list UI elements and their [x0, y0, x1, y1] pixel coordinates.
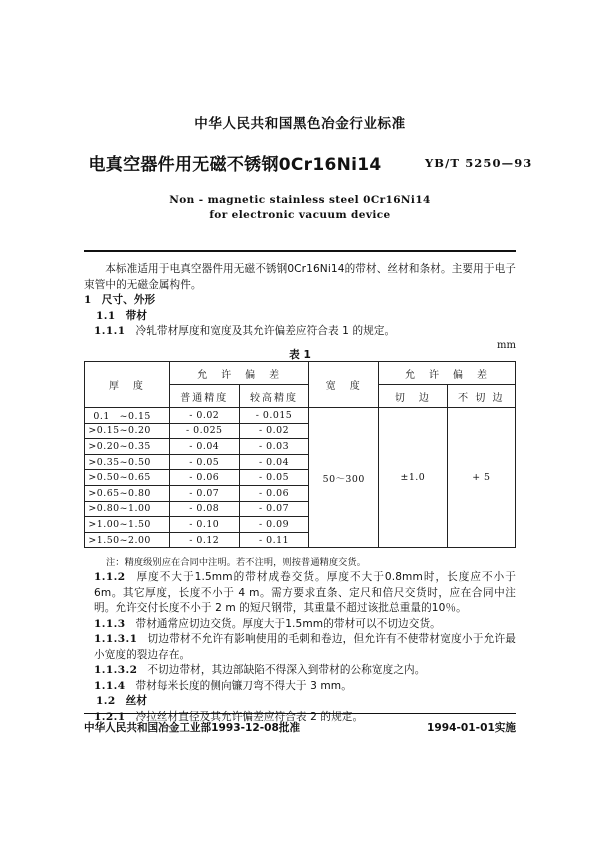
tolerance-table [84, 361, 516, 548]
cell-high-precision: - 0.05 [239, 470, 309, 486]
cell-normal-precision: - 0.08 [169, 501, 239, 517]
cell-high-precision: - 0.06 [239, 485, 309, 501]
table-unit-label: mm [497, 340, 516, 351]
cell-thickness: >0.65~0.80 [85, 485, 170, 501]
cell-normal-precision: - 0.05 [169, 454, 239, 470]
section-1-1-number: 1.1 [96, 309, 116, 322]
cell-thickness: >0.15~0.20 [85, 423, 170, 439]
approval-statement: 中华人民共和国冶金工业部1993-12-08批准 [84, 722, 301, 734]
clause-1-1-3 [84, 617, 516, 633]
table-body [85, 408, 516, 548]
body-top [84, 262, 516, 340]
clause-1-1-4-number: 1.1.4 [94, 679, 126, 692]
cell-thickness: >1.00~1.50 [85, 517, 170, 533]
cell-trimmed-edge: ±1.0 [379, 408, 448, 548]
header-divider-rule [84, 250, 516, 252]
clause-1-1-3-1-number: 1.1.3.1 [94, 633, 138, 645]
cell-normal-precision: - 0.12 [169, 532, 239, 548]
cell-high-precision: - 0.11 [239, 532, 309, 548]
cell-normal-precision: - 0.04 [169, 439, 239, 455]
cell-high-precision: - 0.09 [239, 517, 309, 533]
page-title: 电真空器件用无磁不锈钢0Cr16Ni14 [88, 155, 382, 175]
col-width: 宽 度 [309, 362, 379, 408]
col-normal-precision: 普通精度 [169, 385, 239, 408]
cell-thickness: 0.1 ~0.15 [85, 408, 170, 424]
clause-1-2-1-text: 冷拉丝材直径及其允许偏差应符合表 2 的规定。 [135, 710, 364, 723]
english-title-line1: Non - magnetic stainless steel 0Cr16Ni14 [169, 194, 431, 206]
cell-normal-precision: - 0.06 [169, 470, 239, 486]
cell-thickness: >0.50~0.65 [85, 470, 170, 486]
cell-normal-precision: - 0.10 [169, 517, 239, 533]
table-header-row-1 [85, 362, 516, 385]
cell-thickness: >1.50~2.00 [85, 532, 170, 548]
cell-normal-precision: - 0.025 [169, 423, 239, 439]
clause-1-1-2 [84, 570, 516, 617]
table-note: 注：精度级别应在合同中注明。若不注明，则按普通精度交货。 [106, 557, 367, 568]
clause-1-1-1-number: 1.1.1 [94, 325, 126, 337]
clause-1-1-3-2-text: 不切边带材，其边部缺陷不得深入到带材的公称宽度之内。 [147, 664, 426, 676]
body-bottom [84, 570, 516, 725]
cell-high-precision: - 0.02 [239, 423, 309, 439]
clause-1-2-1-number: 1.2.1 [94, 710, 126, 723]
section-1-title: 尺寸、外形 [101, 294, 156, 306]
clause-1-1-4 [84, 679, 516, 695]
issuing-organization-line: 中华人民共和国黑色冶金行业标准 [194, 116, 406, 132]
cell-high-precision: - 0.03 [239, 439, 309, 455]
clause-1-1-3-1 [84, 632, 516, 663]
clause-1-1-3-2 [84, 663, 516, 679]
table-row [85, 408, 516, 424]
clause-1-1-3-2-number: 1.1.3.2 [94, 664, 138, 676]
table-head [85, 362, 516, 408]
section-1-number: 1 [84, 294, 92, 306]
col-high-precision: 较高精度 [239, 385, 309, 408]
section-1-2-title: 丝材 [125, 695, 148, 707]
cell-high-precision: - 0.015 [239, 408, 309, 424]
footer-divider-rule [84, 713, 516, 714]
english-title [0, 193, 600, 223]
clause-1-1-1 [84, 324, 516, 340]
clause-1-1-2-number: 1.1.2 [94, 571, 126, 583]
standard-number: YB/T 5250—93 [425, 156, 533, 170]
cell-normal-precision: - 0.07 [169, 485, 239, 501]
table-caption: 表 1 [289, 349, 311, 361]
implementation-date: 1994-01-01实施 [427, 722, 516, 734]
cell-thickness: >0.80~1.00 [85, 501, 170, 517]
clause-1-1-3-1-text: 切边带材不允许有影响使用的毛刺和卷边，但允许有不使带材宽度小于允许最小宽度的裂边存在。 [94, 633, 516, 661]
col-untrimmed-edge: 不 切 边 [447, 385, 515, 408]
section-1-1-title: 带材 [125, 309, 148, 322]
clause-1-1-1-text: 冷轧带材厚度和宽度及其允许偏差应符合表 1 的规定。 [135, 325, 396, 337]
clause-1-1-3-text: 带材通常应切边交货。厚度大于1.5mm的带材可以不切边交货。 [135, 617, 441, 630]
scope-paragraph: 本标准适用于电真空器件用无磁不锈钢0Cr16Ni14的带材、丝材和条材。主要用于电子束管中的无磁金属构件。 [84, 263, 516, 291]
col-trimmed-edge: 切 边 [379, 385, 448, 408]
col-thickness: 厚 度 [85, 362, 170, 408]
cell-thickness: >0.20~0.35 [85, 439, 170, 455]
section-1-2-heading [84, 694, 516, 710]
cell-normal-precision: - 0.02 [169, 408, 239, 424]
clause-1-1-2-text: 厚度不大于1.5mm的带材成卷交货。厚度不大于0.8mm时，长度应不小于6m。其它厚度，长度不小于 4 m。需方要求直条、定尺和倍尺交货时，应在合同中注明。允许交付长度不小于 2 m 的短尺钢带，其重量不超过该批总重量的10％。 [94, 571, 516, 614]
clause-1-1-4-text: 带材每米长度的侧向镰刀弯不得大于 3 mm。 [135, 679, 352, 692]
section-1-1-heading [84, 309, 516, 325]
col-tolerance-thickness: 允 许 偏 差 [169, 362, 309, 385]
section-1-heading [84, 293, 516, 309]
cell-width: 50～300 [309, 408, 379, 548]
cell-high-precision: - 0.04 [239, 454, 309, 470]
cell-untrimmed-edge: + 5 [447, 408, 515, 548]
section-1-2-number: 1.2 [96, 695, 116, 707]
english-title-line2: for electronic vacuum device [209, 209, 391, 221]
col-tolerance-width: 允 许 偏 差 [379, 362, 516, 385]
cell-high-precision: - 0.07 [239, 501, 309, 517]
clause-1-1-3-number: 1.1.3 [94, 617, 126, 630]
title-row [0, 150, 600, 178]
cell-thickness: >0.35~0.50 [85, 454, 170, 470]
